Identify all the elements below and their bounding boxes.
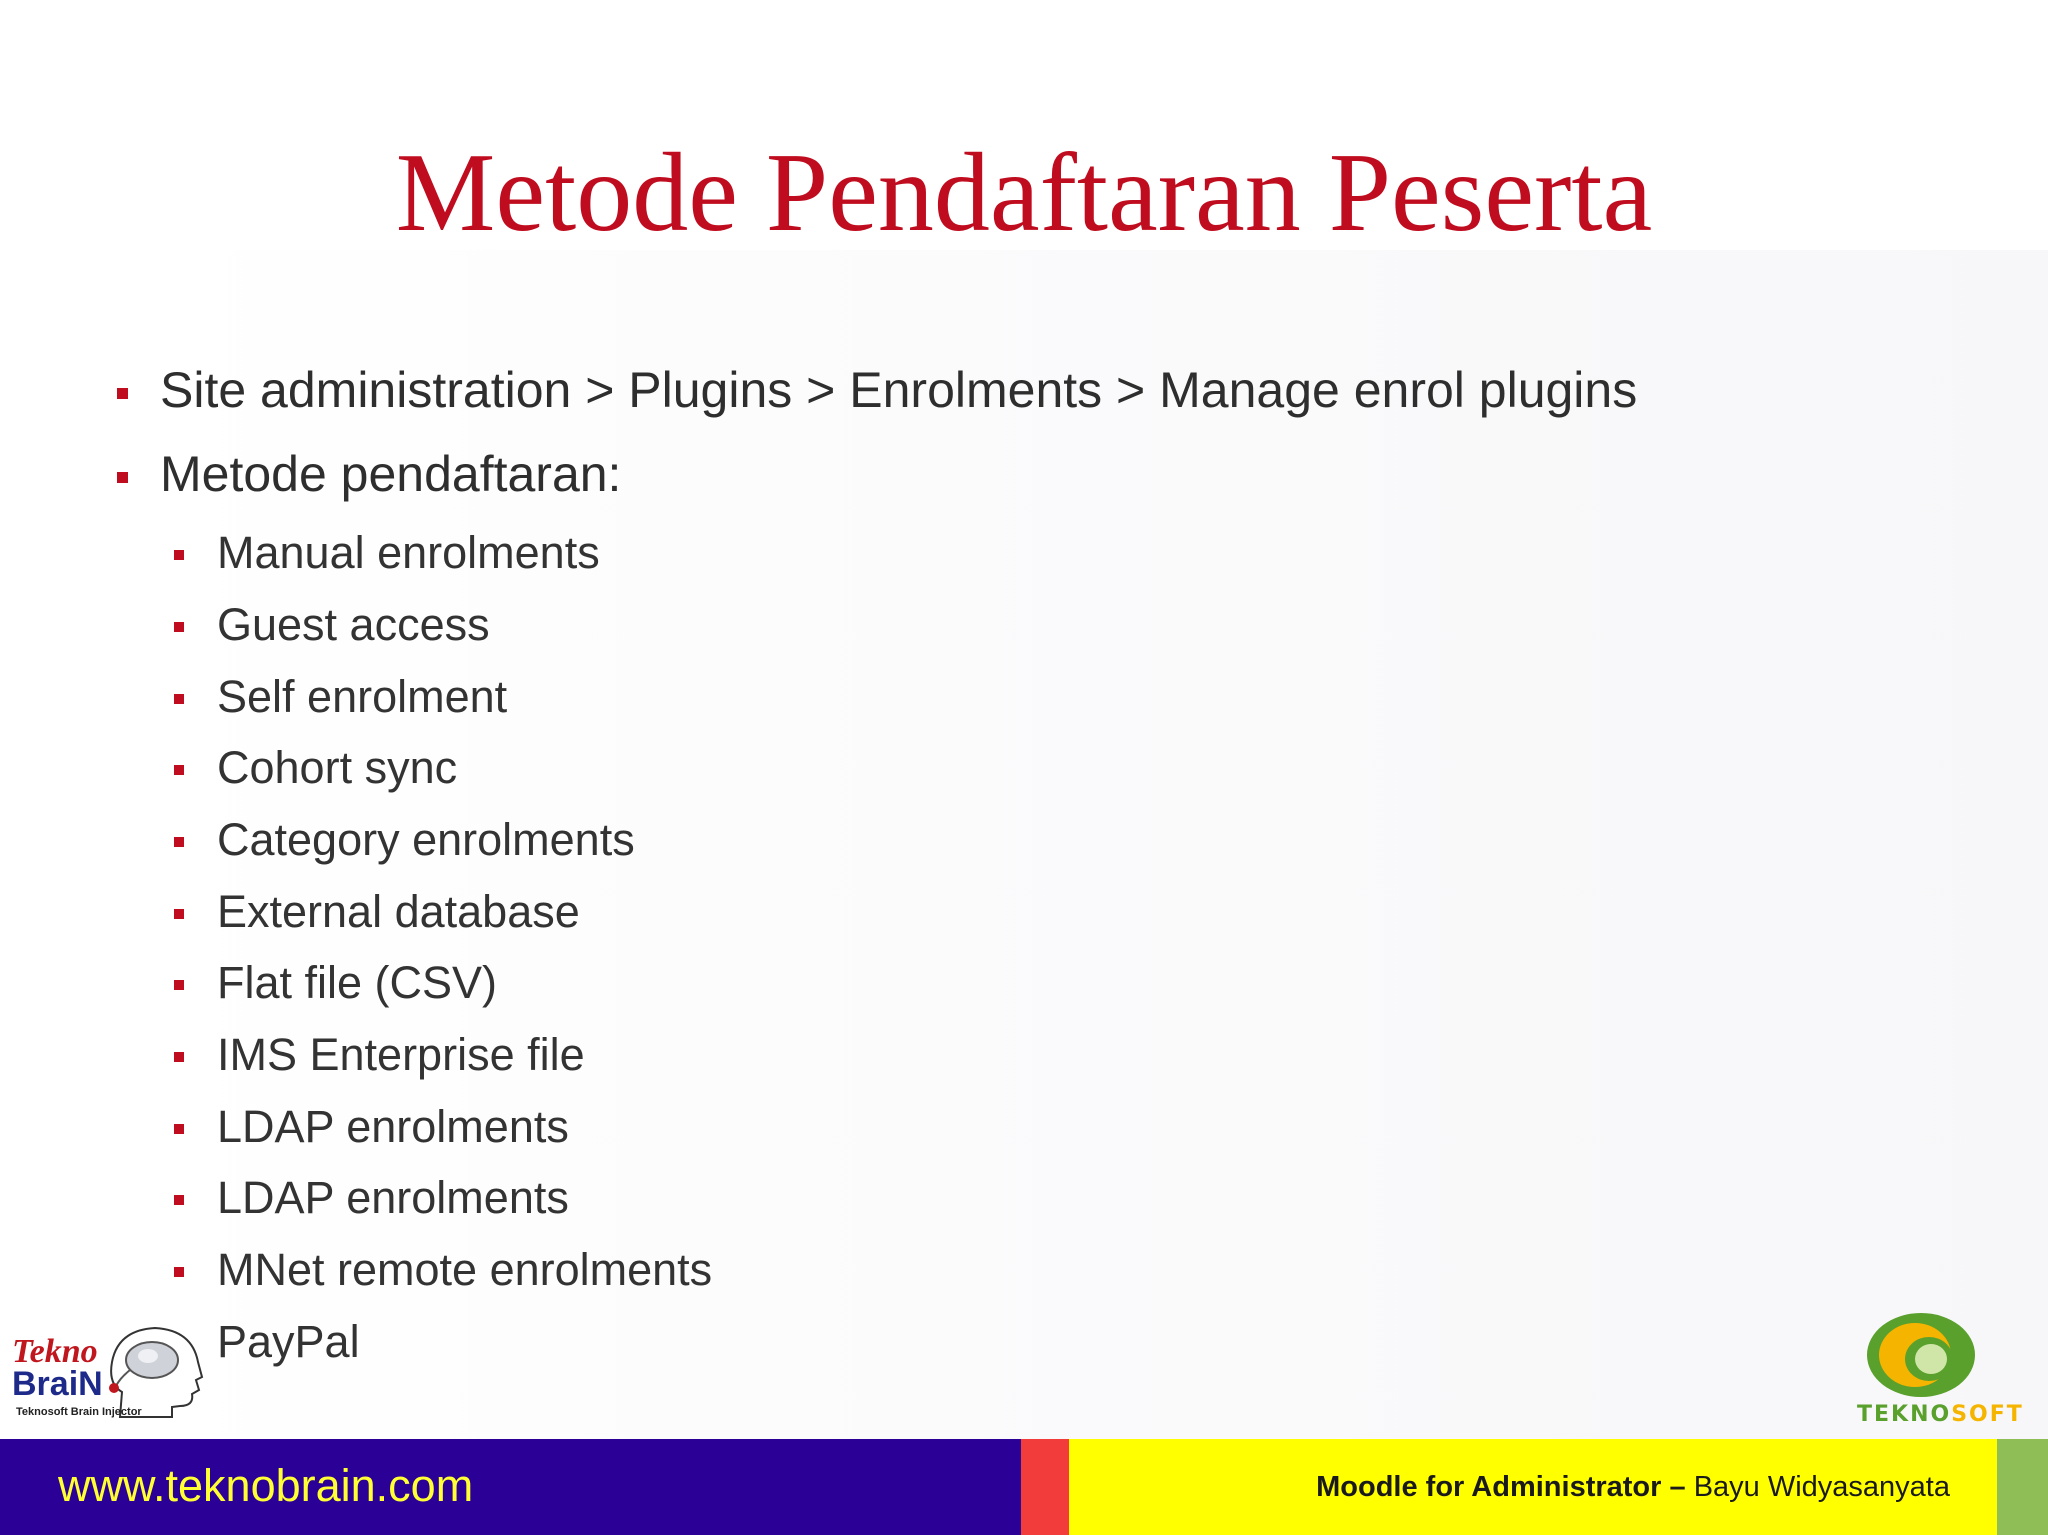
sub-bullet-text: Manual enrolments — [217, 527, 600, 578]
bullet-square-icon — [174, 909, 184, 919]
bullet-square-icon — [174, 550, 184, 560]
teknosoft-wordmark: TEKNOSOFT — [1857, 1402, 2024, 1427]
bullet-square-icon — [174, 622, 184, 632]
sub-bullet-text: MNet remote enrolments — [217, 1244, 713, 1295]
sub-bullet-item — [217, 598, 490, 652]
sub-bullet-text: Guest access — [217, 599, 490, 650]
bullet-square-icon — [174, 765, 184, 775]
sub-bullet-item — [217, 885, 580, 939]
sub-bullet-text: PayPal — [217, 1316, 360, 1367]
sub-bullet-text: Category enrolments — [217, 814, 635, 865]
bullet-square-icon — [174, 1124, 184, 1134]
teknosoft-emblem-icon — [1863, 1307, 1993, 1402]
sub-bullet-text: LDAP enrolments — [217, 1101, 569, 1152]
sub-bullet-item — [217, 526, 600, 580]
sub-bullet-item — [217, 1243, 712, 1297]
footer-credit — [1316, 1469, 1950, 1505]
teknobrain-logo — [10, 1322, 210, 1422]
sub-bullet-item — [217, 1315, 360, 1369]
sub-bullet-text: Flat file (CSV) — [217, 957, 498, 1008]
footer-red-band — [1021, 1439, 1069, 1535]
sub-bullet-text: Self enrolment — [217, 671, 508, 722]
footer-url-link[interactable]: www.teknobrain.com — [58, 1460, 474, 1511]
footer-bar — [0, 1439, 2048, 1535]
teknobrain-tagline: Teknosoft Brain Injector — [16, 1406, 142, 1418]
teknobrain-logo-line2: BraiN — [12, 1365, 103, 1403]
bullet-square-icon — [117, 388, 128, 399]
bullet-square-icon — [174, 694, 184, 704]
sub-bullet-item — [217, 741, 457, 795]
bullet-text: Metode pendaftaran: — [160, 446, 622, 502]
sub-bullet-text: LDAP enrolments — [217, 1172, 569, 1223]
bullet-square-icon — [174, 1195, 184, 1205]
sub-bullet-text: External database — [217, 886, 580, 937]
footer-green-band — [1997, 1439, 2048, 1535]
bullet-text: Site administration > Plugins > Enrolments > Manage enrol plugins — [160, 362, 1638, 418]
bullet-square-icon — [174, 1052, 184, 1062]
footer-author: Bayu Widyasanyata — [1693, 1471, 1950, 1503]
bullet-square-icon — [174, 837, 184, 847]
footer-course: Moodle for Administrator – — [1316, 1471, 1686, 1503]
sub-bullet-item — [217, 956, 497, 1010]
bullet-square-icon — [174, 1267, 184, 1277]
sub-bullet-item — [217, 1028, 585, 1082]
sub-bullet-item — [217, 670, 507, 724]
bullet-square-icon — [174, 980, 184, 990]
bullet-item — [160, 444, 621, 504]
sub-bullet-item — [217, 1100, 569, 1154]
bullet-item — [160, 360, 1637, 420]
sub-bullet-text: Cohort sync — [217, 742, 458, 793]
sub-bullet-item — [217, 1171, 569, 1225]
teknosoft-logo — [1855, 1305, 2040, 1430]
teknobrain-logo-line1: Tekno — [12, 1333, 98, 1370]
sub-bullet-item — [217, 813, 635, 867]
sub-bullet-text: IMS Enterprise file — [217, 1029, 585, 1080]
bullet-square-icon — [117, 472, 128, 483]
slide-title: Metode Pendaftaran Peserta — [395, 131, 1653, 255]
